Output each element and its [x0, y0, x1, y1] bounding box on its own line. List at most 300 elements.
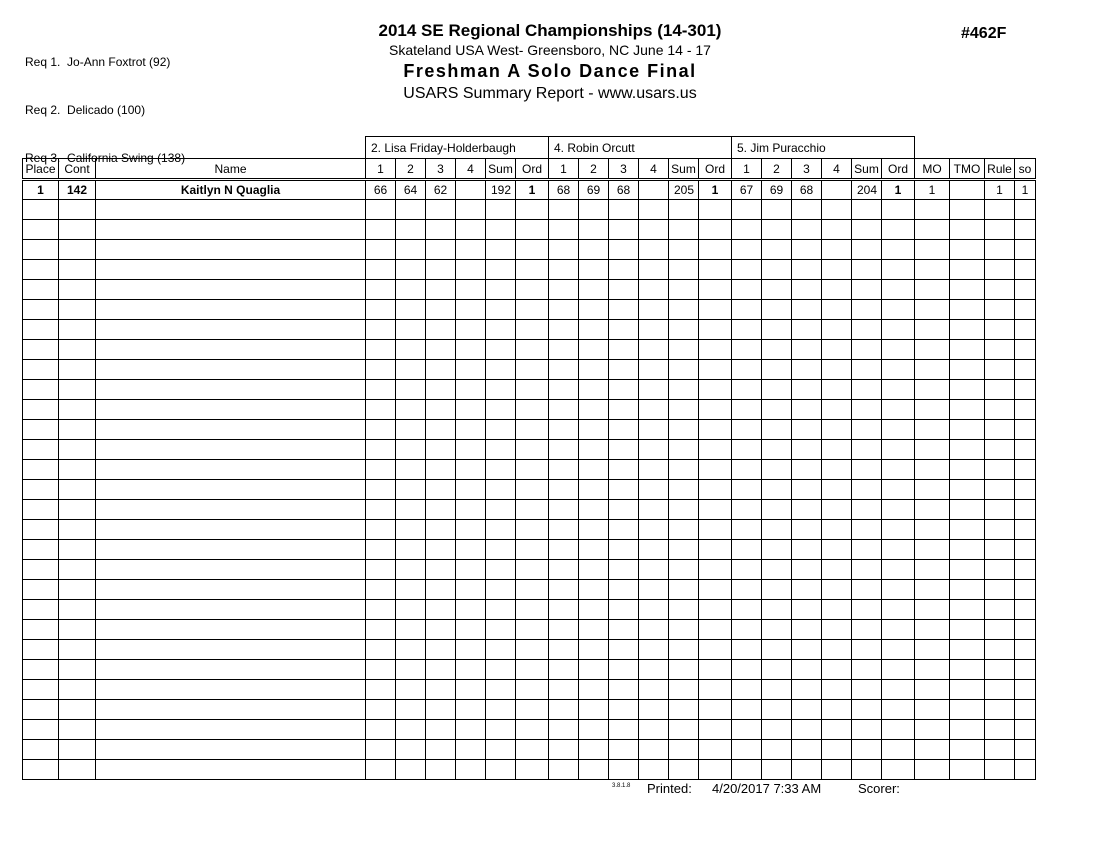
judge-2-score-cell [579, 760, 609, 780]
judge-1-score-cell [456, 520, 486, 540]
judge-1-score-cell [426, 360, 456, 380]
judge-2-ordinal-cell [699, 540, 732, 560]
judge-2-score-cell [579, 700, 609, 720]
so-cell [1015, 740, 1036, 760]
judge-2-ordinal-cell [699, 740, 732, 760]
judge-3-score-cell [792, 640, 822, 660]
skater-name-cell [96, 340, 366, 360]
mo-cell [915, 520, 950, 540]
empty-row [23, 520, 1036, 540]
place-cell [23, 400, 59, 420]
judge-2-sum-cell [669, 280, 699, 300]
judge-3-sum-cell [852, 280, 882, 300]
judge-2-score-cell [609, 420, 639, 440]
tmo-cell [950, 400, 985, 420]
judge-1-score-cell [366, 280, 396, 300]
judge-2-score-cell [549, 400, 579, 420]
judge-2-sum-cell [669, 720, 699, 740]
judge-1-sum-cell [486, 220, 516, 240]
judge-1-sum-cell [486, 400, 516, 420]
so-cell [1015, 300, 1036, 320]
judge-1-sum-cell [486, 480, 516, 500]
judge-2-sum-cell: 205 [669, 180, 699, 200]
judge-1-sum-cell [486, 300, 516, 320]
place-header: Place [23, 159, 59, 180]
judge-3-score-cell [822, 760, 852, 780]
judge-2-score-cell [639, 760, 669, 780]
judge-1-score-cell [426, 760, 456, 780]
judge-3-score-cell [762, 420, 792, 440]
judge-2-score-cell [639, 480, 669, 500]
judge-3-ordinal-cell [882, 520, 915, 540]
judge-1-sum-cell [486, 340, 516, 360]
judge-1-score-cell [456, 700, 486, 720]
judge-3-score-cell [732, 660, 762, 680]
judge-1-ordinal-cell [516, 360, 549, 380]
judge-2-score-cell [639, 640, 669, 660]
empty-row [23, 620, 1036, 640]
judge-3-score-cell [822, 220, 852, 240]
judge-1-score-cell [426, 600, 456, 620]
judge-2-score-cell [549, 720, 579, 740]
judge-2-sum-cell [669, 200, 699, 220]
empty-row [23, 280, 1036, 300]
so-cell [1015, 240, 1036, 260]
contestant-number-cell [59, 340, 96, 360]
judge-3-score-cell [822, 680, 852, 700]
skater-name-cell [96, 360, 366, 380]
judge-3-score-cell [822, 520, 852, 540]
empty-row [23, 240, 1036, 260]
skater-name-cell [96, 400, 366, 420]
judge-2-score-cell [609, 620, 639, 640]
judge-2-ordinal-cell [699, 400, 732, 420]
judge-2-score-cell [579, 360, 609, 380]
judge-2-score-cell [639, 380, 669, 400]
contestant-number-cell [59, 680, 96, 700]
mo-cell [915, 220, 950, 240]
empty-row [23, 720, 1036, 740]
judge-1-ord-header: Ord [516, 159, 549, 180]
judge-3-ordinal-cell [882, 400, 915, 420]
judge-2-score-cell [639, 360, 669, 380]
judge-2-score-cell [549, 480, 579, 500]
software-version: 3.8.1.8 [612, 783, 631, 789]
mo-cell [915, 300, 950, 320]
judge-1-score-cell [396, 220, 426, 240]
judge-3-sum-cell [852, 480, 882, 500]
judge-2-ordinal-cell [699, 700, 732, 720]
judge-row-right-spacer [915, 137, 1036, 159]
judge-3-sum-cell [852, 260, 882, 280]
skater-name-cell [96, 200, 366, 220]
judge-3-score-cell [792, 600, 822, 620]
judge-1-score-cell [396, 560, 426, 580]
judge-3-score-cell [822, 720, 852, 740]
judge-2-score-cell [609, 440, 639, 460]
event-title: Freshman A Solo Dance Final [403, 61, 697, 81]
judge-3-score-cell [792, 320, 822, 340]
judge-2-score-cell [579, 540, 609, 560]
judge-2-score-cell [609, 280, 639, 300]
judge-1-score-cell [426, 640, 456, 660]
judge-3-ordinal-cell [882, 360, 915, 380]
tmo-cell [950, 360, 985, 380]
tmo-cell [950, 680, 985, 700]
judge-3-score-cell [792, 620, 822, 640]
skater-name-cell [96, 560, 366, 580]
judge-3-sum-cell [852, 500, 882, 520]
judge-3-ordinal-cell [882, 720, 915, 740]
judge-1-ordinal-cell [516, 480, 549, 500]
judge-1-ordinal-cell [516, 720, 549, 740]
judge-1-ordinal-cell [516, 380, 549, 400]
contestant-number-cell [59, 500, 96, 520]
judge-3-sum-cell [852, 600, 882, 620]
score-table-body [23, 180, 1036, 780]
judge-3-score-cell [822, 660, 852, 680]
judge-1-1-header: 1 [366, 159, 396, 180]
judge-3-ord-header: Ord [882, 159, 915, 180]
place-cell [23, 700, 59, 720]
judge-1-score-cell [366, 200, 396, 220]
judge-2-score-cell [579, 460, 609, 480]
judge-2-score-cell [609, 460, 639, 480]
judge-2-score-cell [549, 620, 579, 640]
judge-2-ordinal-cell [699, 440, 732, 460]
judge-2-score-cell [579, 440, 609, 460]
mo-cell [915, 600, 950, 620]
judge-1-sum-cell [486, 580, 516, 600]
tmo-cell [950, 300, 985, 320]
judge-2-score-cell [639, 500, 669, 520]
mo-cell [915, 720, 950, 740]
judge-1-ordinal-cell [516, 420, 549, 440]
judge-3-ordinal-cell: 1 [882, 180, 915, 200]
tmo-cell [950, 180, 985, 200]
judge-1-score-cell [366, 760, 396, 780]
mo-cell [915, 740, 950, 760]
event-number: #462F [961, 25, 1007, 42]
contestant-number-cell [59, 540, 96, 560]
judge-1-score-cell [366, 540, 396, 560]
judge-1-score-cell [366, 580, 396, 600]
tmo-cell [950, 700, 985, 720]
skater-name-cell [96, 240, 366, 260]
mo-cell [915, 420, 950, 440]
judge-2-score-cell [549, 380, 579, 400]
judge-2-score-cell [609, 600, 639, 620]
judge-3-sum-cell [852, 220, 882, 240]
mo-cell [915, 620, 950, 640]
mo-cell [915, 460, 950, 480]
judge-3-score-cell [732, 480, 762, 500]
judge-3-score-cell [762, 460, 792, 480]
judge-3-score-cell [822, 700, 852, 720]
judge-2-score-cell [579, 660, 609, 680]
judge-2-sum-cell [669, 740, 699, 760]
judge-1-score-cell [426, 680, 456, 700]
judge-1-score-cell [366, 260, 396, 280]
judge-2-sum-cell [669, 500, 699, 520]
skater-name-cell [96, 740, 366, 760]
judge-2-score-cell [639, 240, 669, 260]
rule-cell [985, 480, 1015, 500]
judge-2-score-cell [549, 440, 579, 460]
mo-cell [915, 280, 950, 300]
place-cell [23, 280, 59, 300]
judge-3-score-cell [732, 280, 762, 300]
judge-1-score-cell [426, 740, 456, 760]
empty-row [23, 200, 1036, 220]
judge-1-score-cell [456, 380, 486, 400]
judge-2-score-cell [579, 320, 609, 340]
judge-1-score-cell [426, 480, 456, 500]
judge-3-sum-cell [852, 740, 882, 760]
judge-1-score-cell [426, 500, 456, 520]
judge-2-score-cell [549, 540, 579, 560]
contestant-number-cell [59, 320, 96, 340]
rule-cell [985, 260, 1015, 280]
judge-2-score-cell [549, 580, 579, 600]
rule-cell [985, 520, 1015, 540]
judge-2-score-cell [609, 320, 639, 340]
judge-3-score-cell [762, 200, 792, 220]
judge-3-score-cell [822, 180, 852, 200]
judge-1-ordinal-cell [516, 640, 549, 660]
place-cell [23, 600, 59, 620]
judge-2-score-cell [579, 520, 609, 540]
judge-3-score-cell [792, 500, 822, 520]
judge-3-score-cell [822, 280, 852, 300]
judge-3-score-cell [732, 440, 762, 460]
judge-1-score-cell [456, 200, 486, 220]
judge-2-sum-cell [669, 400, 699, 420]
skater-name-cell [96, 280, 366, 300]
judge-2-score-cell [579, 580, 609, 600]
judge-3-score-cell [822, 320, 852, 340]
so-cell [1015, 340, 1036, 360]
so-cell [1015, 280, 1036, 300]
judge-2-sum-header: Sum [669, 159, 699, 180]
mo-cell [915, 680, 950, 700]
tmo-cell [950, 540, 985, 560]
mo-cell [915, 380, 950, 400]
judge-3-score-cell [822, 260, 852, 280]
judge-2-score-cell [609, 740, 639, 760]
judge-1-score-cell [396, 600, 426, 620]
skater-name-cell [96, 620, 366, 640]
judge-2-sum-cell [669, 580, 699, 600]
place-cell [23, 660, 59, 680]
skater-name-cell [96, 420, 366, 440]
judge-1-score-cell [396, 760, 426, 780]
judge-row-left-spacer [23, 137, 366, 159]
judge-3-score-cell [822, 560, 852, 580]
skater-name-cell [96, 700, 366, 720]
judge-1-score-cell [426, 420, 456, 440]
judge-2-ordinal-cell: 1 [699, 180, 732, 200]
judge-2-score-cell [609, 260, 639, 280]
judge-1-score-cell [456, 300, 486, 320]
judge-1-score-cell [426, 520, 456, 540]
mo-cell [915, 240, 950, 260]
judge-3-score-cell [762, 260, 792, 280]
judge-3-score-cell [792, 740, 822, 760]
judge-3-score-cell [732, 420, 762, 440]
judge-3-ordinal-cell [882, 280, 915, 300]
judge-2-score-cell [579, 740, 609, 760]
tmo-cell [950, 560, 985, 580]
so-cell [1015, 620, 1036, 640]
skater-name-cell [96, 220, 366, 240]
empty-row [23, 740, 1036, 760]
judge-2-ord-header: Ord [699, 159, 732, 180]
judge-1-score-cell [426, 440, 456, 460]
judge-2-score-cell [579, 600, 609, 620]
judge-2-ordinal-cell [699, 320, 732, 340]
competition-title: 2014 SE Regional Championships (14-301) [378, 21, 722, 40]
judge-1-score-cell [396, 580, 426, 600]
judge-1-sum-cell [486, 320, 516, 340]
judge-3-1-header: 1 [732, 159, 762, 180]
judge-2-score-cell [639, 280, 669, 300]
judge-3-score-cell [792, 260, 822, 280]
judge-3-score-cell [732, 760, 762, 780]
judge-2-score-cell [549, 360, 579, 380]
judge-3-score-cell [822, 540, 852, 560]
judge-1-sum-cell [486, 560, 516, 580]
rule-cell [985, 760, 1015, 780]
judge-2-score-cell [549, 680, 579, 700]
so-cell [1015, 360, 1036, 380]
judge-2-score-cell [609, 660, 639, 680]
so-cell [1015, 420, 1036, 440]
judge-1-score-cell [366, 240, 396, 260]
rule-cell [985, 300, 1015, 320]
judge-3-score-cell [732, 300, 762, 320]
place-cell [23, 360, 59, 380]
so-cell [1015, 700, 1036, 720]
judge-1-score-cell [456, 440, 486, 460]
contestant-number-cell [59, 760, 96, 780]
judge-3-sum-cell [852, 400, 882, 420]
judge-3-score-cell [732, 400, 762, 420]
contestant-number-cell [59, 360, 96, 380]
judge-3-score-cell [762, 740, 792, 760]
judge-1-score-cell [426, 660, 456, 680]
judge-2-score-cell [639, 400, 669, 420]
judge-1-score-cell [396, 480, 426, 500]
skater-name-cell: Kaitlyn N Quaglia [96, 180, 366, 200]
judge-2-ordinal-cell [699, 300, 732, 320]
judge-1-sum-cell [486, 680, 516, 700]
judge-3-score-cell [732, 500, 762, 520]
rule-cell [985, 740, 1015, 760]
judge-2-score-cell [609, 220, 639, 240]
judge-2-score-cell [609, 480, 639, 500]
judge-2-score-cell [549, 320, 579, 340]
judge-3-score-cell [792, 760, 822, 780]
place-cell [23, 540, 59, 560]
contestant-number-cell [59, 260, 96, 280]
judge-3-score-cell [822, 200, 852, 220]
contestant-number-cell [59, 740, 96, 760]
tmo-cell [950, 380, 985, 400]
judge-2-score-cell [639, 620, 669, 640]
judge-3-score-cell [822, 420, 852, 440]
contestant-number-cell: 142 [59, 180, 96, 200]
judge-2-1-header: 1 [549, 159, 579, 180]
judge-3-score-cell [792, 660, 822, 680]
judge-3-score-cell [762, 240, 792, 260]
judge-3-ordinal-cell [882, 580, 915, 600]
empty-row [23, 480, 1036, 500]
judge-1-score-cell [366, 420, 396, 440]
judge-3-score-cell [762, 340, 792, 360]
judge-1-score-cell [456, 740, 486, 760]
place-cell [23, 440, 59, 460]
judge-2-score-cell [579, 380, 609, 400]
result-row [23, 180, 1036, 200]
so-cell [1015, 660, 1036, 680]
judge-3-sum-cell [852, 640, 882, 660]
empty-row [23, 360, 1036, 380]
judge-2-score-cell [609, 640, 639, 660]
mo-cell [915, 440, 950, 460]
so-cell [1015, 560, 1036, 580]
judge-3-score-cell [792, 540, 822, 560]
contestant-number-cell [59, 480, 96, 500]
judge-1-score-cell [396, 400, 426, 420]
judge-1-sum-cell [486, 380, 516, 400]
judge-2-score-cell: 69 [579, 180, 609, 200]
judge-3-ordinal-cell [882, 320, 915, 340]
judge-3-sum-cell [852, 320, 882, 340]
judge-1-score-cell [456, 400, 486, 420]
judge-1-score-cell [426, 240, 456, 260]
judge-3-score-cell [732, 260, 762, 280]
judge-1-score-cell [366, 700, 396, 720]
judge-3-score-cell [732, 640, 762, 660]
judge-1-ordinal-cell [516, 200, 549, 220]
judge-1-score-cell [366, 440, 396, 460]
judge-1-sum-header: Sum [486, 159, 516, 180]
judge-1-score-cell [366, 500, 396, 520]
judge-3-ordinal-cell [882, 480, 915, 500]
judge-1-ordinal-cell [516, 240, 549, 260]
judge-3-score-cell [762, 640, 792, 660]
judge-3-score-cell: 68 [792, 180, 822, 200]
judge-3-score-cell [822, 360, 852, 380]
judge-2-score-cell [609, 580, 639, 600]
judge-3-score-cell [792, 400, 822, 420]
judge-2-score-cell [609, 760, 639, 780]
skater-name-cell [96, 660, 366, 680]
tmo-cell [950, 520, 985, 540]
judge-3-score-cell [762, 320, 792, 340]
judge-3-score-cell [762, 600, 792, 620]
judge-2-score-cell [609, 680, 639, 700]
empty-row [23, 560, 1036, 580]
judge-1-score-cell [396, 720, 426, 740]
judge-3-score-cell [762, 300, 792, 320]
judge-2-sum-cell [669, 240, 699, 260]
judge-3-ordinal-cell [882, 760, 915, 780]
judge-3-score-cell [822, 480, 852, 500]
judge-1-score-cell [456, 680, 486, 700]
skater-name-cell [96, 440, 366, 460]
